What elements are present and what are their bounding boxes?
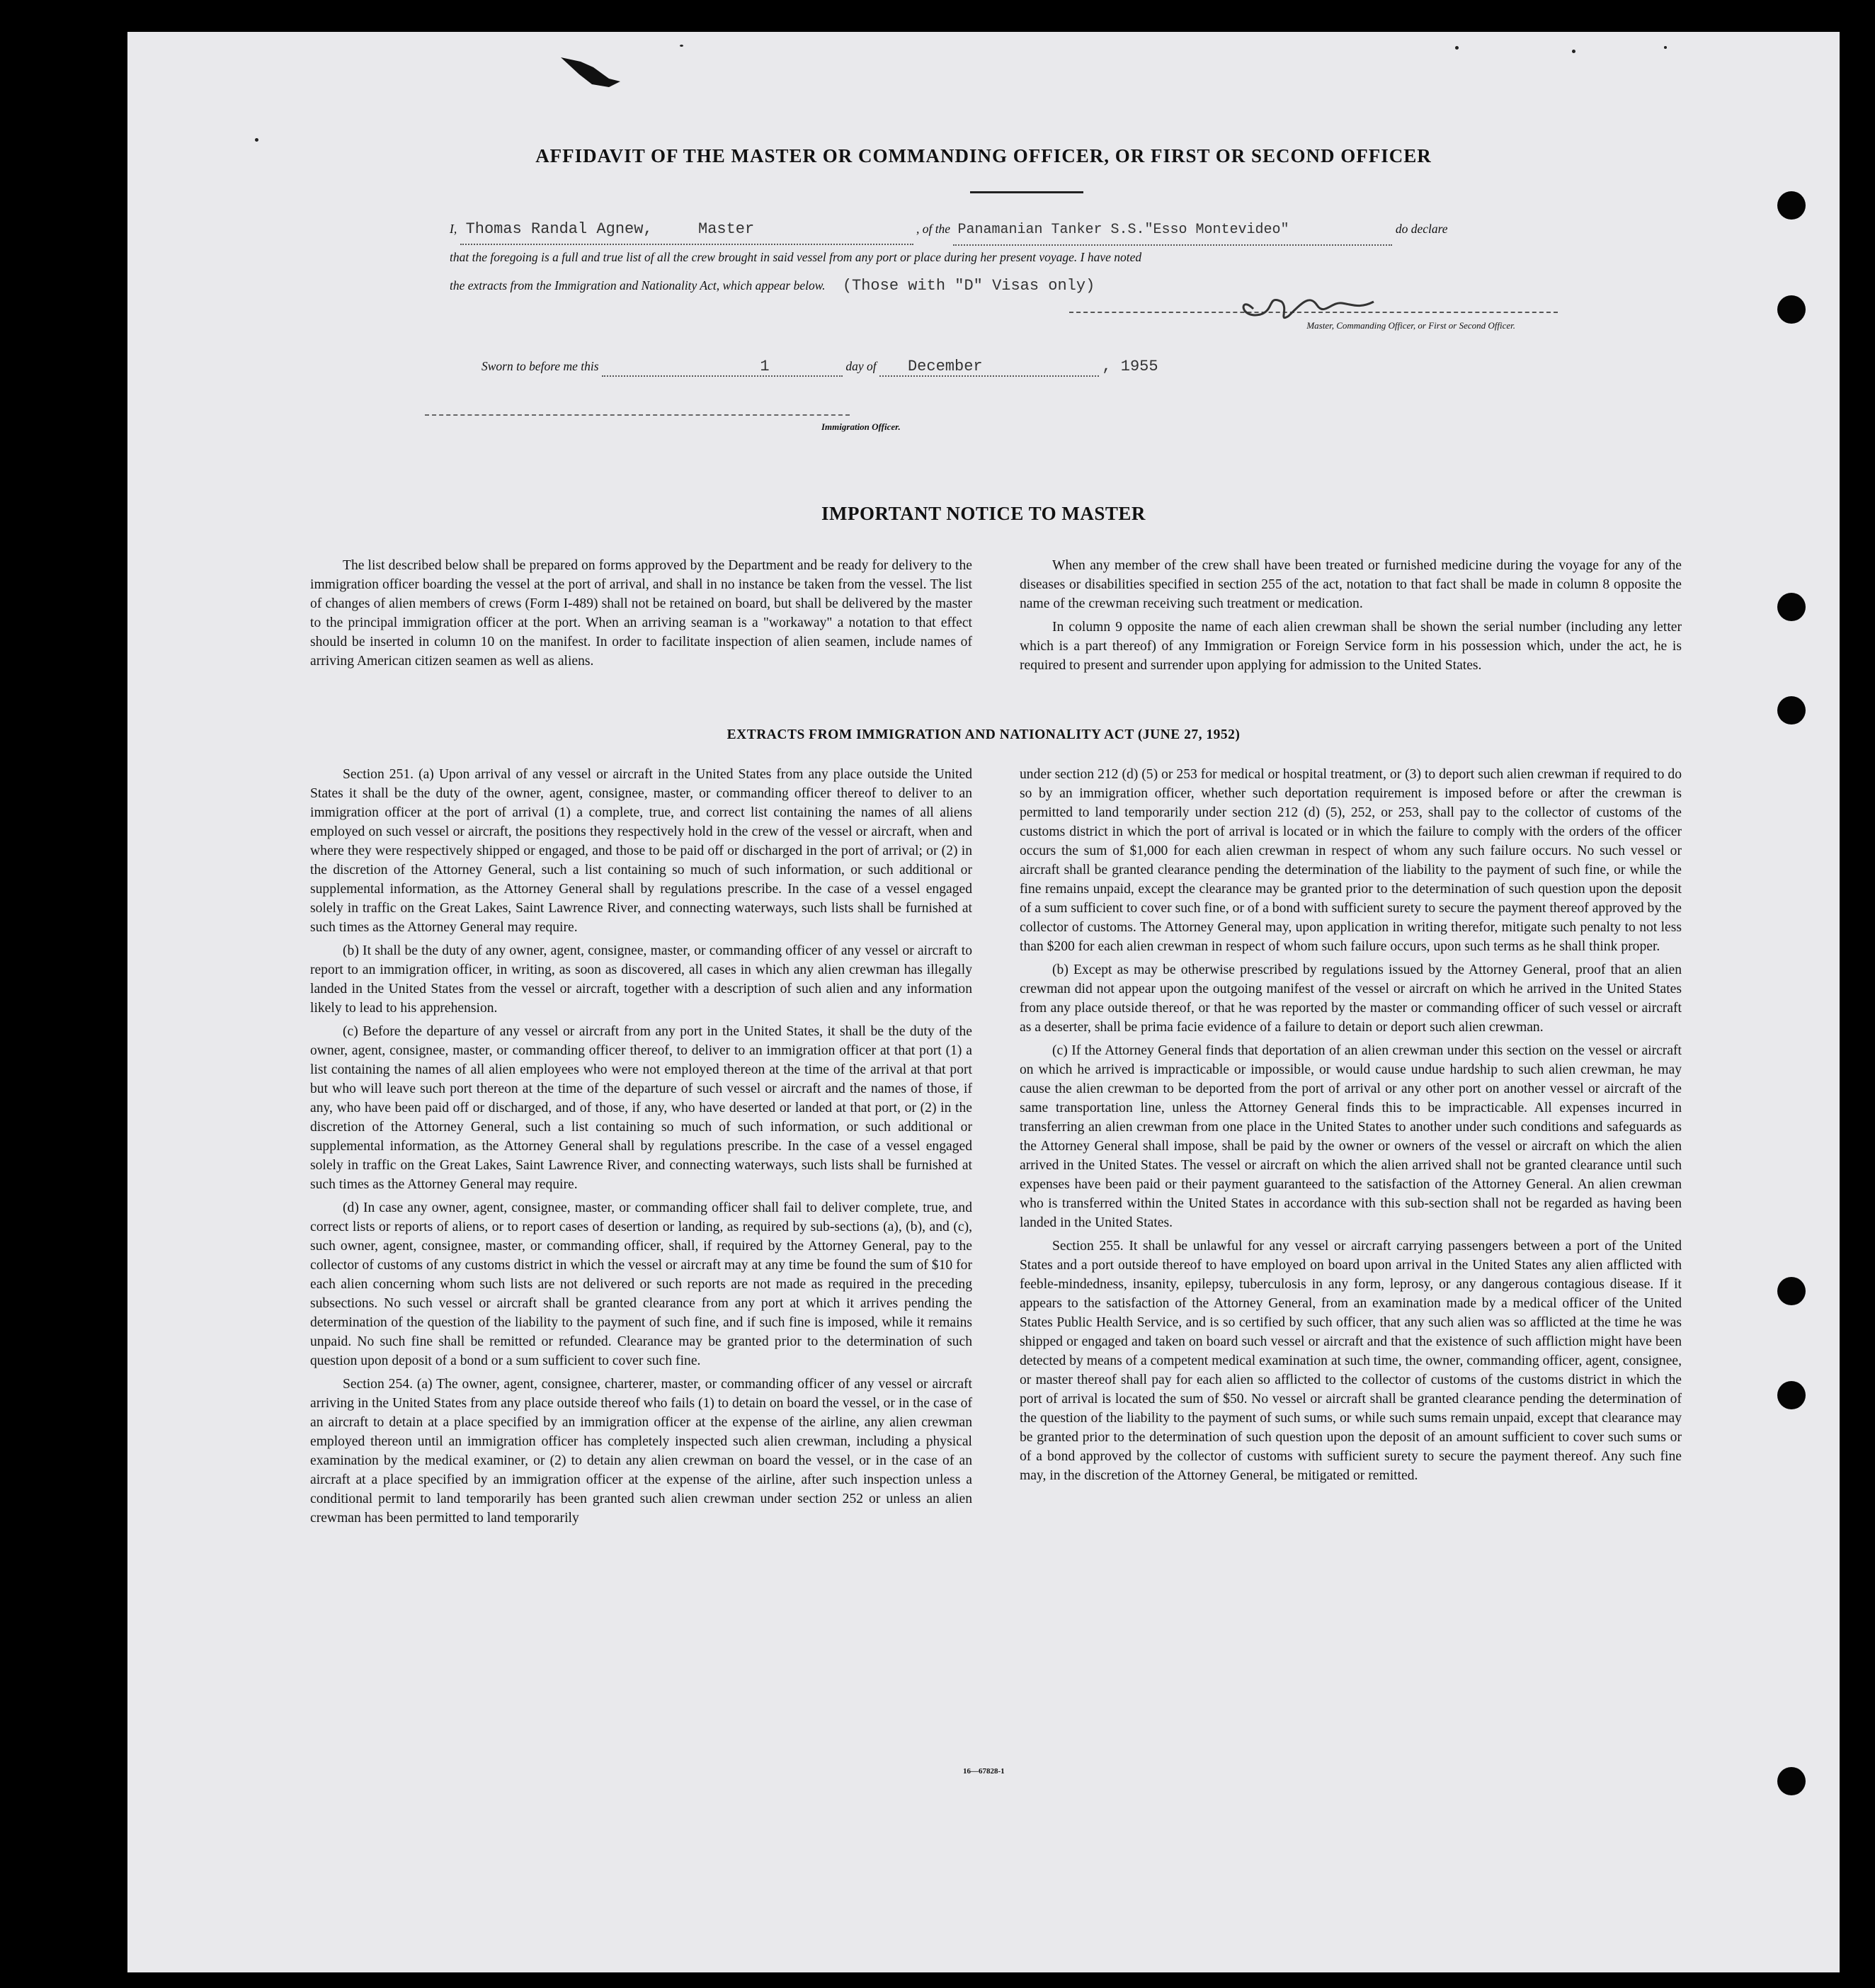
declaration-line-2: that the foregoing is a full and true list of all the crew brought in said vessel from any port or place during her present voyage. I have noted [450, 250, 1142, 264]
notice-right-paragraph-1: When any member of the crew shall have been treated or furnished medicine during the voyage for any of the diseases or disabilities specified in section 255 of the act, notation to that fact shall be made in column 8 opposite the name of the crewman receiving such treatment or medication. [1020, 558, 1682, 611]
signature-block [1069, 312, 1558, 331]
extract-paragraph: Section 255. It shall be unlawful for any vessel or aircraft carrying passengers between a port of the United States and a port outside thereof to have employed on board upon arrival in the United States any alien afflicted with feeble-mindedness, insanity, epilepsy, tuberculosis in any form, leprosy, or any dangerous contagious disease. If it appears to the satisfaction of the Attorney General, from an examination made by a medical officer of the United States Public Health Service, and is so certified by such officer, that any such alien was so afflicted at the time he was shipped or engaged and taken on board such vessel or aircraft and that the existence of such affliction might have been detected by means of a competent medical examination at such time, the owner, commanding officer, agent, consignee, or master thereof shall pay for each alien so afflicted to the collector of customs of the customs district in which the port of arrival is located the sum of $50. No vessel or aircraft shall be granted clearance pending the determination of the question of the liability to the payment of such sums, or while such sums remain unpaid, except that clearance may be granted prior to the determination of such question upon the deposit of an amount sufficient to cover such sums or of a bond approved by the collector of customs with sufficient surety to secure the payment thereof. Any such fine may, in the discretion of the Attorney General, be mitigated or remitted. [1020, 1239, 1682, 1483]
day-of-label: day of [845, 359, 877, 373]
extract-paragraph: (d) In case any owner, agent, consignee, master, or commanding officer shall fail to deliver complete, true, and correct lists or reports of aliens, or to report cases of desertion or landing, as required by sub-sections (a), (b), and (c), such owner, agent, consignee, master, or commanding officer, shall, if required by the Attorney General, pay to the collector of customs of any customs district in which the vessel or aircraft may at any time be found the sum of $10 for each alien concerning whom such lists are not delivered or such reports are not made as required in the preceding subsections. No such vessel or aircraft shall be granted clearance from any port at which it arrives pending the determination of the question of the liability to the payment of such fine, and if such fine is imposed, while it remains unpaid. No such fine shall be remitted or refunded. Clearance may be granted prior to the determination of such question upon deposit of a bond or a sum sufficient to cover such fine. [310, 1200, 972, 1368]
typed-name: Thomas Randal Agnew, [465, 220, 653, 238]
name-field [460, 215, 913, 245]
extract-paragraph: (c) Before the departure of any vessel or aircraft from any port in the United States, it shall be the duty of the owner, agent, consignee, master, or commanding officer thereof, to deliver to an immigration officer at that port (1) a list containing the names of all alien employees who were not employed thereon at the time of the arrival at that port but who will leave such port thereon at the time of the departure of such vessel or aircraft and the names of those, if any, who have been paid off or discharged, and of those, if any, who have deserted or landed at that port, or (2) in the discretion of the Attorney General, such a list containing so much of such information, or such additional or supplemental information, as the Attorney General shall by regulations prescribe. In the case of a vessel engaged solely in traffic on the Great Lakes, Saint Lawrence River, and connecting waterways, such lists shall be furnished at such times as the Attorney General may require. [310, 1024, 972, 1192]
punch-hole [1777, 696, 1806, 725]
typed-visa-note: (Those with "D" Visas only) [842, 277, 1095, 295]
sworn-day: 1 [760, 358, 770, 375]
do-declare-label: do declare [1395, 222, 1448, 236]
extract-paragraph: under section 212 (d) (5) or 253 for medical or hospital treatment, or (3) to deport such alien crewman if required to do so by an immigration officer, whether such deportation requirement is imposed before or after the crewman is permitted to land temporarily under section 212 (d) (5), 252, or 253, shall pay to the collector of customs of the customs district in which the port of arrival is located or in which the failure to comply with the orders of the officer occurs the sum of $1,000 for each alien crewman in respect of whom any such failure occurs. No such vessel or aircraft shall be granted clearance pending the determination of the liability to the payment of such fine, or while the fine remains unpaid, except the clearance may be granted prior to the determination of such question upon the deposit of a sum sufficient to cover such fine, or of a bond with sufficient surety to secure the payment thereof approved by the collector of customs. The Attorney General may, upon application in writing therefor, mitigate such penalty to not less than $200 for each alien crewman in respect of whom such failure occurs, upon such terms as he shall think proper. [1020, 767, 1682, 954]
affidavit-title: AFFIDAVIT OF THE MASTER OR COMMANDING OFFICER, OR FIRST OR SECOND OFFICER [535, 145, 1432, 166]
title-divider [970, 191, 1083, 193]
typed-vessel: Panamanian Tanker S.S."Esso Montevideo" [957, 222, 1289, 238]
month-field [879, 358, 1099, 377]
sworn-prefix: Sworn to before me this [481, 359, 599, 373]
form-number: 16—67828-1 [963, 1767, 1005, 1776]
extracts-left-column [310, 765, 972, 1532]
ink-blot-mark [559, 53, 623, 96]
sworn-day-field [602, 358, 843, 377]
punch-hole [1777, 593, 1806, 621]
notice-right-paragraph-2: In column 9 opposite the name of each alien crewman shall be shown the serial number (including any letter which is a part thereof) of any Immigration or Foreign Service form in his possession which, under the act, he is required to present and surrender upon applying for admission to the United States. [1020, 620, 1682, 673]
sworn-year: , 1955 [1102, 358, 1158, 375]
punch-hole [1777, 1767, 1806, 1795]
signature-caption: Master, Commanding Officer, or First or Second Officer. [1306, 320, 1515, 331]
typed-rank: Master [698, 220, 755, 238]
extract-paragraph: Section 254. (a) The owner, agent, consignee, charterer, master, or commanding officer of any vessel or aircraft arriving in the United States from any place outside thereof who fails (1) to detain on board the vessel, or in the case of an aircraft to detain at a place specified by an immigration officer at the expense of the airline, any alien crewman employed thereon until an immigration officer has completely inspected such alien crewman, including a physical examination by the medical examiner, or (2) to detain any alien crewman on board the vessel, or in the case of an aircraft at a place specified by an immigration officer at the expense of the airline, after such inspection unless a conditional permit to land temporarily has been granted such alien crewman under section 252 or unless an alien crewman has been permitted to land temporarily [310, 1377, 972, 1526]
extracts-title: EXTRACTS FROM IMMIGRATION AND NATIONALITY ACT (JUNE 27, 1952) [726, 727, 1241, 742]
vessel-field [953, 215, 1392, 246]
immigration-officer-caption: Immigration Officer. [821, 421, 901, 432]
punch-hole [1777, 295, 1806, 324]
declaration-line-3 [450, 271, 1668, 300]
affidavit-page [127, 32, 1840, 1972]
speck [255, 138, 258, 142]
extract-paragraph: (b) Except as may be otherwise prescribed by regulations issued by the Attorney General, proof that an alien crewman did not appear upon the outgoing manifest of the vessel or aircraft on which he arrived in the United States from any place outside thereof, or that he was reported by the master or commanding officer of such vessel or aircraft as a deserter, shall be prima facie evidence of a failure to detain or deport such alien crewman. [1020, 962, 1682, 1035]
immigration-officer-line [425, 414, 850, 416]
pronoun: I, [450, 222, 457, 236]
punch-hole [1777, 1381, 1806, 1409]
extracts-right-column [1020, 765, 1682, 1489]
speck [1572, 50, 1575, 53]
declaration-line-1 [450, 215, 1668, 246]
speck [1455, 46, 1459, 50]
extract-paragraph: (c) If the Attorney General finds that deportation of an alien crewman under this section on the vessel or aircraft on which he arrived is impracticable or impossible, or would cause undue hardship to such alien crewman, he may cause the alien crewman to be deported from the port of arrival or any other port on another vessel or aircraft of the same transportation line, unless the Attorney General finds this to be impracticable. All expenses incurred in transferring an alien crewman from one place in the United States to another under such conditions and safeguards as the Attorney General shall impose, shall be paid by the owner or owners of the vessel or aircraft on which the alien arrived in the United States. The vessel or aircraft on which the alien arrived shall not be granted clearance until such expenses have been paid or their payment guaranteed to the satisfaction of the Attorney General. An alien crewman who is transferred within the United States in accordance with this sub-section shall not be regarded as having been landed in the United States. [1020, 1043, 1682, 1230]
punch-hole [1777, 1277, 1806, 1305]
notice-left-paragraph: The list described below shall be prepared on forms approved by the Department and be ready for delivery to the immigration officer boarding the vessel at the port of arrival, and shall in no instance be taken from the vessel. The list of changes of alien members of crews (Form I-489) shall not be retained on board, but shall be delivered by the master to the principal immigration officer at the port. When an arriving seaman is a "workaway" a notation to that effect should be inserted in column 10 on the manifest. In order to facilitate inspection of alien seamen, include names of arriving American citizen seamen as well as aliens. [310, 558, 972, 669]
extract-paragraph: Section 251. (a) Upon arrival of any vessel or aircraft in the United States from any place outside the United States it shall be the duty of the owner, agent, consignee, master, or commanding officer thereof to deliver to an immigration officer at the port of arrival (1) a complete, true, and correct list containing the names of all aliens employed on such vessel or aircraft, the positions they respectively hold in the crew of the vessel or aircraft, when and where they were respectively shipped or engaged, and those to be paid off or discharged in the port of arrival; or (2) in the discretion of the Attorney General, such a list containing so much of such information, or such additional or supplemental information, as the Attorney General shall by regulations prescribe. In the case of a vessel engaged solely in traffic on the Great Lakes, Saint Lawrence River, and connecting waterways, such lists shall be furnished at such times as the Attorney General may require. [310, 767, 972, 935]
punch-hole [1777, 191, 1806, 220]
speck [1664, 46, 1667, 49]
of-the-label: , of the [916, 222, 951, 236]
sworn-month: December [907, 358, 983, 375]
speck [680, 45, 683, 47]
notice-left-column [310, 556, 972, 675]
notice-title: IMPORTANT NOTICE TO MASTER [821, 503, 1146, 524]
notice-right-column [1020, 556, 1682, 679]
sworn-line [481, 358, 1158, 377]
declaration-line-3-text: the extracts from the Immigration and Nationality Act, which appear below. [450, 278, 826, 292]
extract-paragraph: (b) It shall be the duty of any owner, agent, consignee, master, or commanding officer of any vessel or aircraft to report to an immigration officer, in writing, as soon as discovered, all cases in which any alien crewman has illegally landed in the United States from the vessel or aircraft, together with a description of such alien and any information likely to lead to his apprehension. [310, 943, 972, 1016]
